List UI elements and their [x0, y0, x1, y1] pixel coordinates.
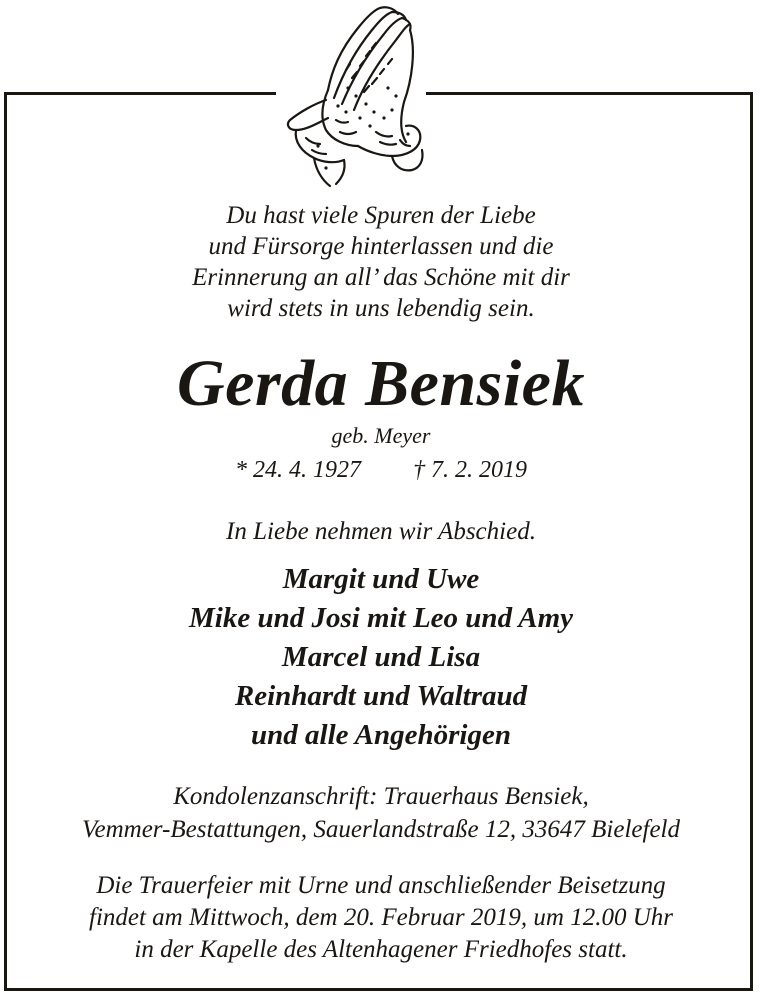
mourner-entry: Reinhardt und Waltraud: [234, 680, 528, 712]
farewell-line: In Liebe nehmen wir Abschied.: [226, 518, 536, 545]
maiden-name: geb. Meyer: [331, 423, 431, 448]
mourner-entry: Margit und Uwe: [282, 563, 480, 595]
mourner-entry: Mike und Josi mit Leo und Amy: [188, 602, 574, 634]
praying-hands-icon: [276, 0, 426, 192]
condolence-address: [0, 780, 762, 846]
service-line: Die Trauerfeier mit Urne und anschließender Beisetzung: [96, 872, 666, 899]
death-date: † 7. 2. 2019: [413, 457, 527, 483]
deceased-name: Gerda Bensiek: [177, 347, 585, 420]
verse-line: wird stets in uns lebendig sein.: [227, 295, 535, 322]
mourners-list: [0, 560, 762, 755]
verse-line: und Fürsorge hinterlassen und die: [208, 233, 554, 260]
memorial-verse: [0, 200, 762, 324]
service-info: [0, 870, 762, 966]
mourner-entry: Marcel und Lisa: [281, 641, 481, 673]
birth-date: * 24. 4. 1927: [235, 457, 361, 483]
verse-line: Erinnerung an all’ das Schöne mit dir: [192, 264, 570, 291]
service-line: findet am Mittwoch, dem 20. Februar 2019, um 12.00 Uhr: [89, 904, 673, 931]
address-line: Kondolenzanschrift: Trauerhaus Bensiek,: [173, 783, 589, 810]
address-line: Vemmer-Bestattungen, Sauerlandstraße 12, 33647 Bielefeld: [82, 816, 680, 843]
life-dates: [0, 455, 762, 485]
mourner-entry: und alle Angehörigen: [251, 719, 511, 751]
service-line: in der Kapelle des Altenhagener Friedhofes statt.: [134, 936, 628, 963]
verse-line: Du hast viele Spuren der Liebe: [226, 202, 536, 229]
